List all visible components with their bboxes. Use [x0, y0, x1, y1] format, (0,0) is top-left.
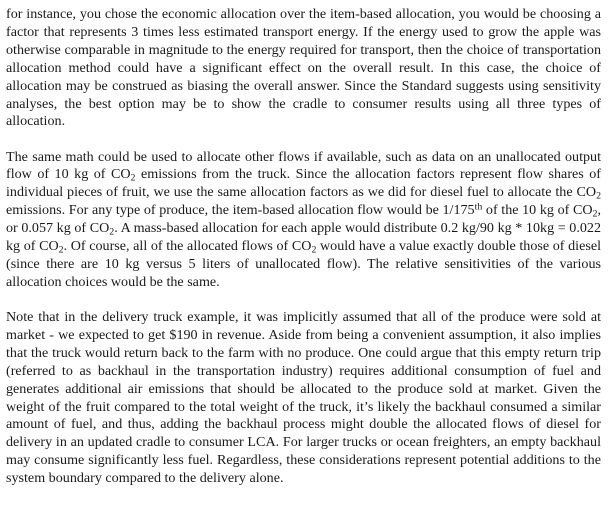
text-run: , or 0.057 kg of CO — [6, 202, 601, 237]
paragraph-allocation-choice: for instance, you chose the economic allocation over the item-based allocation, you would be choosing a factor that represents 3 times less estimated transport energy. If the energy used to grow the apple was otherwise comparable in magnitude to the energy required for transport, then the choice of transportation allocation method could have a significant effect on the overall result. In this case, the choice of allocation may be construed as biasing the overall answer. Since the Standard suggests using sensitivity analyses, the best option may be to show the cradle to consumer results using all three types of allocation. — [6, 6, 601, 130]
text-run: . A mass-based allocation for each apple would distribute 0.2 kg/90 kg * 10kg = 0.022 kg of CO — [6, 220, 601, 255]
paragraph-backhaul: Note that in the delivery truck example, it was implicitly assumed that all of the produce were sold at market - we expected to get $190 in revenue. Aside from being a convenient assumption, it also implies that the truck would return back to the farm with no produce. One could argue that this empty return trip (referred to as backhaul in the transportation industry) requires additional consumption of fuel and generates additional air emissions that should be allocated to the produce sold at market. Given the weight of the fruit compared to the total weight of the truck, it’s likely the backhaul consumed a similar amount of fuel, and thus, adding the backhaul process might double the allocated flows of diesel for delivery in an updated cradle to consumer LCA. For larger trucks or ocean freighters, an empty backhaul may consume significantly less fuel. Regardless, these considerations represent potential additions to the system boundary compared to the delivery alone. — [6, 308, 601, 487]
text-run: . Of course, all of the allocated flows of CO — [63, 238, 312, 255]
superscript-th: th — [474, 201, 483, 213]
text-run: of the 10 kg of CO — [482, 202, 593, 219]
text-run: emissions from the truck. Since the allocation factors represent flow shares of individual pieces of fruit, we use the same allocation factors as we did for diesel fuel to allocate the CO — [6, 166, 601, 201]
subscript-2: 2 — [596, 190, 601, 202]
text-run: would have a value exactly double those of diesel (since there are 10 kg versus 5 liters of unallocated flow). The relative sensitivities of the various allocation choices would be the same. — [6, 238, 601, 290]
subscript-2: 2 — [592, 208, 598, 220]
subscript-2: 2 — [109, 226, 115, 238]
subscript-2: 2 — [311, 244, 317, 256]
subscript-2: 2 — [130, 172, 136, 184]
paragraph-co2-allocation — [6, 149, 601, 292]
text-run: emissions. For any type of produce, the item-based allocation flow would be 1/175 — [6, 202, 475, 219]
subscript-2: 2 — [58, 244, 64, 256]
text-run: The same math could be used to allocate other flows if available, such as data on an unallocated output flow of 10 kg of CO — [6, 148, 601, 183]
